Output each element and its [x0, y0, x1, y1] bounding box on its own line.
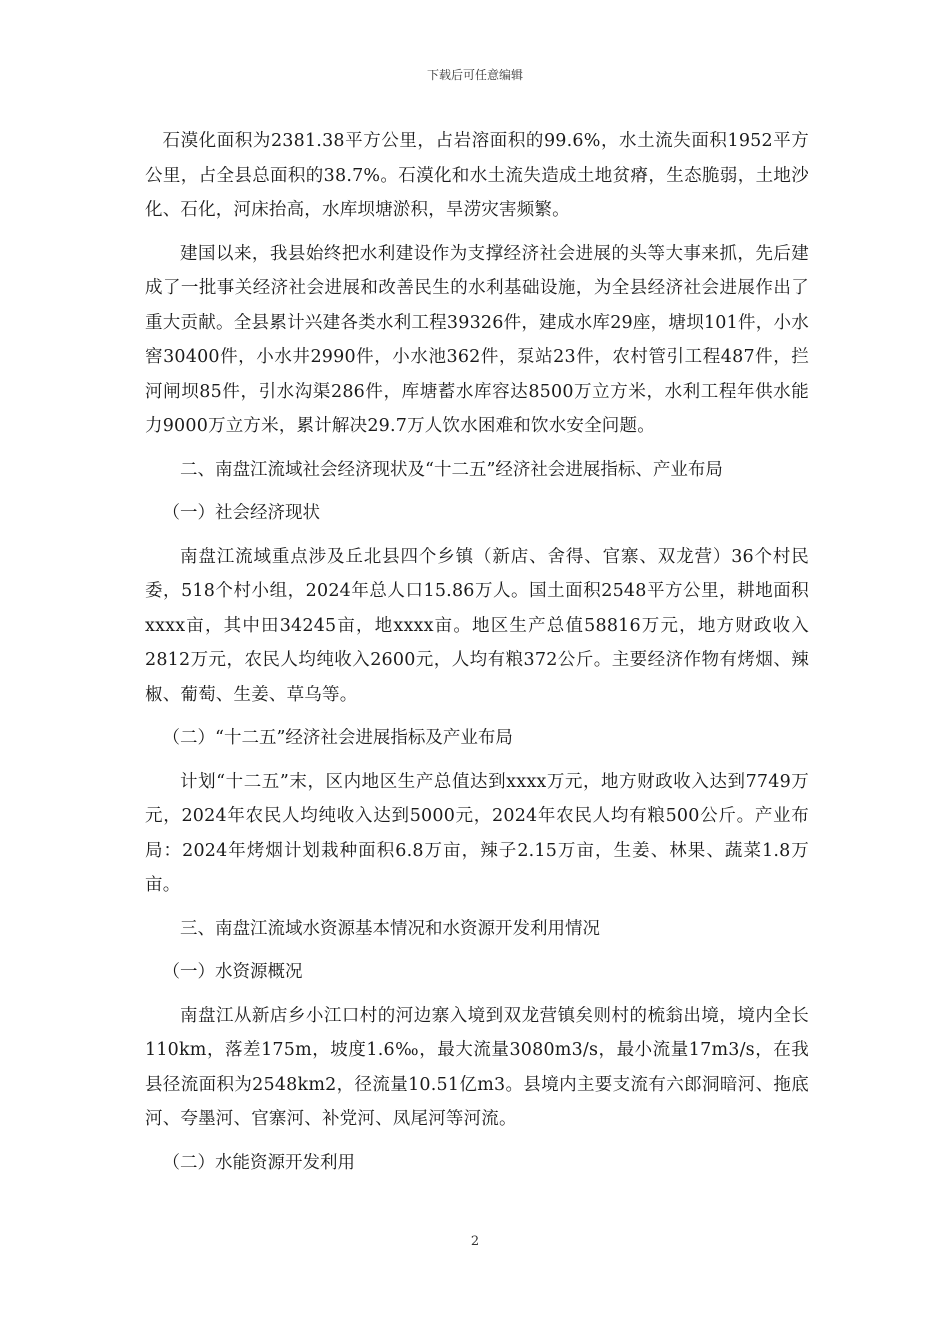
- section-heading-3: 三、南盘江流域水资源基本情况和水资源开发利用情况: [180, 918, 600, 939]
- section-heading-2: 二、南盘江流域社会经济现状及“十二五”经济社会进展指标、产业布局: [180, 459, 723, 480]
- page-number: 2: [470, 1234, 480, 1249]
- page-header: 下载后可任意编辑: [426, 68, 523, 82]
- paragraph-water-resources: 南盘江从新店乡小江口村的河边寨入境到双龙营镇矣则村的梳翁出境，境内全长110km，落差175m，坡度1.6‰，最大流量3080m3/s，最小流量17m3/s，在我县径流面积为2548km2，径流量10.51亿m3。县境内主要支流有六郎洞暗河、拖底河、夸墨河、官寨河、补党河、凤尾河等河流。: [145, 1005, 809, 1129]
- subsection-heading-3-2: （二）水能资源开发利用: [162, 1152, 355, 1173]
- subsection-heading-3-1: （一）水资源概况: [162, 962, 303, 982]
- paragraph-development-plan: 计划“十二五”末，区内地区生产总值达到xxxx万元，地方财政收入达到7749万元，2024年农民人均纯收入达到5000元，2024年农民人均有粮500公斤。产业布局：2024年烤烟计划栽种面积6.8万亩，辣子2.15万亩，生姜、林果、蔬菜1.8万亩。: [145, 771, 809, 895]
- subsection-heading-2-2: （二）“十二五”经济社会进展指标及产业布局: [162, 728, 513, 748]
- subsection-heading-2-1: （一）社会经济现状: [162, 503, 320, 523]
- paragraph-socioeconomic-status: 南盘江流域重点涉及丘北县四个乡镇（新店、舍得、官寨、双龙营）36个村民委，518个村小组，2024年总人口15.86万人。国土面积2548平方公里，耕地面积xxxx亩，其中田34245亩，地xxxx亩。地区生产总值58816万元，地方财政收入2812万元，农民人均纯收入2600元，人均有粮372公斤。主要经济作物有烤烟、辣椒、葡萄、生姜、草乌等。: [145, 546, 809, 705]
- paragraph-rocky-desertification: 石漠化面积为2381.38平方公里，占岩溶面积的99.6%，水土流失面积1952平方公里，占全县总面积的38.7%。石漠化和水土流失造成土地贫瘠，生态脆弱，土地沙化、石化，河床抬高，水库坝塘淤积，旱涝灾害频繁。: [145, 131, 809, 220]
- document-body: [145, 124, 809, 1189]
- paragraph-water-conservancy-history: 建国以来，我县始终把水利建设作为支撑经济社会进展的头等大事来抓，先后建成了一批事关经济社会进展和改善民生的水利基础设施，为全县经济社会进展作出了重大贡献。全县累计兴建各类水利工程39326件，建成水库29座，塘坝101件，小水窖30400件，小水井2990件，小水池362件，泵站23件，农村管引工程487件，拦河闸坝85件，引水沟渠286件，库塘蓄水库容达8500万立方米，水利工程年供水能力9000万立方米，累计解决29.7万人饮水困难和饮水安全问题。: [145, 243, 809, 436]
